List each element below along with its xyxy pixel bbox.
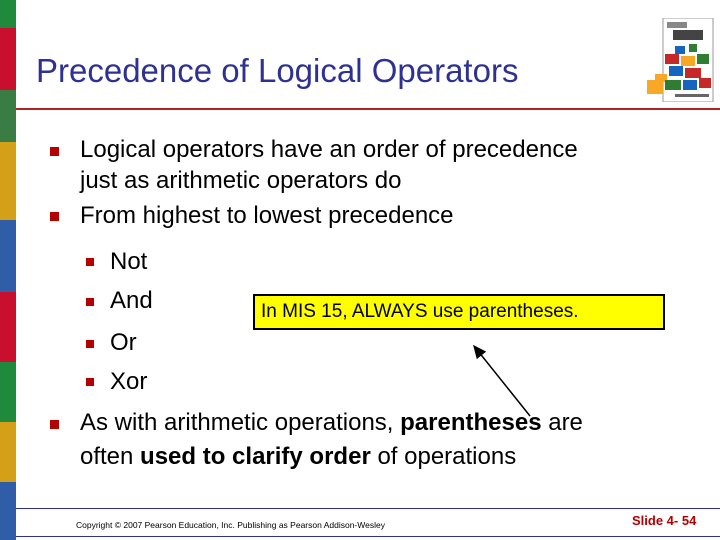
bullet-1-line-2: just as arithmetic operators do — [80, 167, 402, 194]
bullet-3-text: of operations — [370, 443, 517, 470]
slide-title: Precedence of Logical Operators — [36, 52, 519, 89]
sub-bullet-or: Or — [110, 329, 137, 356]
slide-number: Slide 4- 54 — [632, 513, 697, 528]
sub-bullet-not: Not — [110, 248, 148, 275]
bullet-1-line-1: Logical operators have an order of precedence — [80, 136, 578, 163]
sub-bullet-xor: Xor — [110, 368, 148, 395]
footer-copyright: Copyright © 2007 Pearson Education, Inc. Publishing as Pearson Addison-Wesley — [76, 520, 385, 530]
bullet-3-text: are — [541, 409, 583, 436]
callout-box: In MIS 15, ALWAYS use parentheses. — [253, 294, 665, 330]
footer-divider — [16, 508, 720, 509]
footer-divider — [16, 536, 720, 537]
bullet-3-text: often — [80, 443, 141, 470]
bullet-3-bold-clarify: used to clarify order — [140, 443, 371, 470]
bullet-3-bold-parentheses: parentheses — [400, 409, 542, 436]
sub-bullet-and: And — [110, 287, 153, 314]
bullet-3-text: As with arithmetic operations, — [80, 409, 401, 436]
bullet-2-line-1: From highest to lowest precedence — [80, 202, 454, 229]
